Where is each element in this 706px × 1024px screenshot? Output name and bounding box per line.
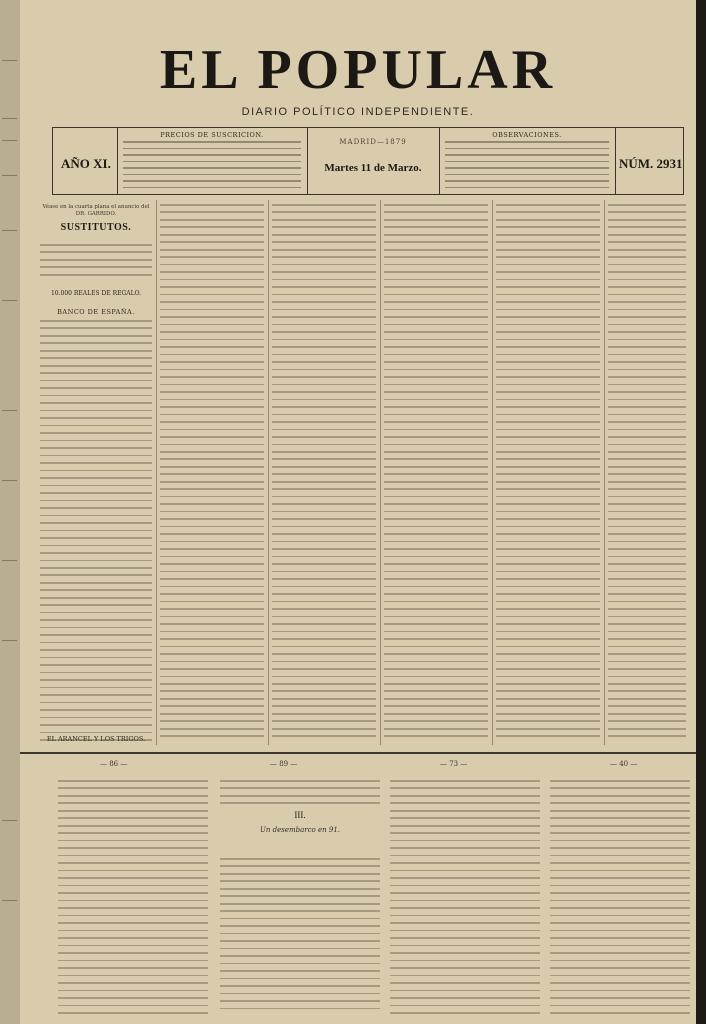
column-rule [268, 200, 269, 745]
year-label: AÑO XI. [61, 156, 111, 171]
info-bar [52, 127, 684, 195]
column-rule [156, 200, 157, 745]
feuilleton-column-4 [550, 774, 690, 1024]
date-cell [307, 128, 440, 194]
column-rule [492, 200, 493, 745]
text-block [390, 780, 540, 1020]
observations-heading: OBSERVACIONES. [492, 131, 562, 139]
feuilleton-column-3 [390, 774, 540, 1024]
chapter-subtitle: Un desembarco en 91. [260, 826, 340, 834]
newspaper-title: EL POPULAR [159, 39, 557, 101]
column-rule [604, 200, 605, 745]
lead-notice: Véase en la cuarta plana el anuncio del DR. GARRIDO. [42, 204, 150, 218]
article-columns [40, 200, 686, 745]
feuilleton-column-1 [58, 774, 208, 1024]
column-4 [384, 200, 488, 745]
reward-line: 10.000 REALES DE REGALO. [50, 290, 142, 297]
column-rule [380, 200, 381, 745]
issue-date: Martes 11 de Marzo. [324, 162, 422, 174]
chapter-number: III. [294, 810, 306, 820]
text-block [220, 780, 380, 810]
bank-subhead-wrap [40, 304, 152, 319]
text-block [496, 204, 600, 743]
section-heading-sustitutos: SUSTITUTOS. [60, 221, 132, 233]
text-block [58, 780, 208, 1020]
column-2 [160, 200, 264, 745]
folio-number: — 40 — [610, 760, 638, 768]
text-block [40, 320, 152, 745]
column-3 [272, 200, 376, 745]
column-5 [496, 200, 600, 745]
subscription-text [123, 141, 301, 193]
issue-number: NÚM. 2931 [619, 156, 683, 171]
folio-number: — 73 — [440, 760, 468, 768]
text-block [220, 858, 380, 1015]
feuilleton-divider [20, 752, 696, 754]
place-date: MADRID—1879 [339, 138, 407, 146]
observations-cell [439, 128, 616, 194]
text-block [384, 204, 488, 743]
observations-text [445, 141, 609, 193]
folio-number: — 86 — [100, 760, 128, 768]
newspaper-subtitle: DIARIO POLÍTICO INDEPENDIENTE. [241, 106, 475, 118]
number-cell [615, 128, 683, 194]
bank-subheading: BANCO DE ESPAÑA. [57, 308, 135, 316]
text-block [550, 780, 690, 1020]
scan-background-edge [696, 0, 706, 1024]
text-block [272, 204, 376, 743]
text-block [608, 204, 686, 743]
arancel-heading: EL ARANCEL Y LOS TRIGOS. [46, 735, 146, 743]
masthead [20, 40, 696, 100]
folio-row [20, 760, 696, 770]
newspaper-page [20, 0, 696, 1024]
folio-number: — 89 — [270, 760, 298, 768]
subscription-cell [117, 128, 308, 194]
year-cell [53, 128, 118, 194]
subscription-heading: PRECIOS DE SUSCRICION. [160, 131, 264, 139]
text-block [40, 244, 152, 281]
column-6 [608, 200, 686, 745]
text-block [160, 204, 264, 743]
page-binding-strip [0, 0, 21, 1024]
column-1 [40, 200, 152, 745]
